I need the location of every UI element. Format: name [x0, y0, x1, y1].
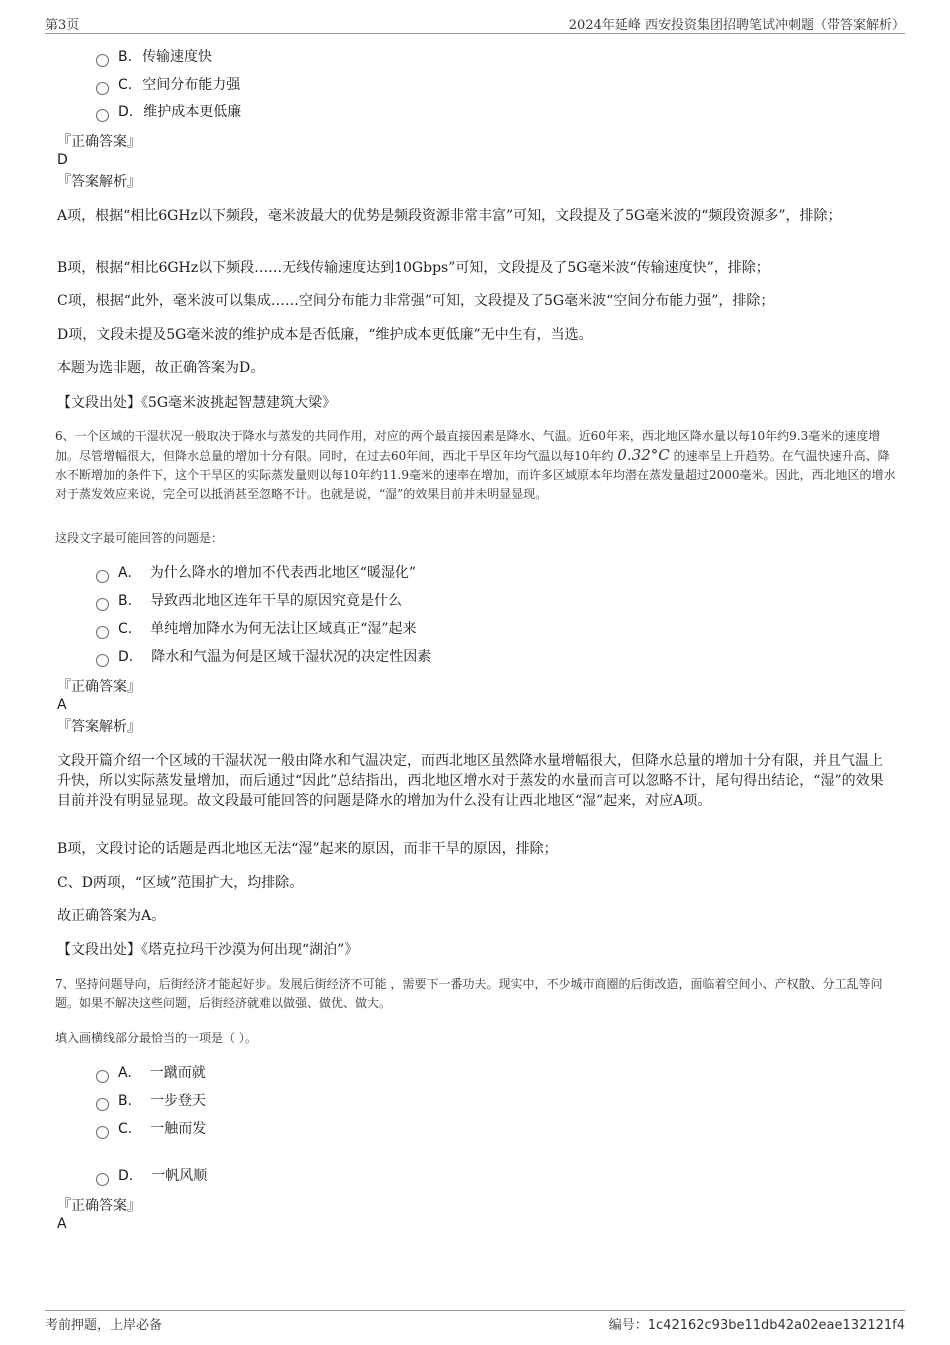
formula: 0.32°C: [617, 446, 670, 464]
q5-analysis-d: D项，文段未提及5G毫米波的维护成本是否低廉，“维护成本更低廉”无中生有，当选。: [57, 327, 593, 343]
page-number: 第3页: [45, 18, 80, 33]
q7-option-d[interactable]: D. 一帆风顺: [96, 1166, 207, 1186]
radio-icon[interactable]: [96, 598, 109, 611]
q6-option-b[interactable]: B. 导致西北地区连年干旱的原因究竟是什么: [96, 591, 402, 611]
q6-answer: A: [57, 697, 67, 713]
q6-answer-label: 『正确答案』: [57, 679, 141, 695]
radio-icon[interactable]: [96, 1126, 109, 1139]
q7-answer: A: [57, 1216, 67, 1232]
q5-analysis-b: B项，根据“相比6GHz以下频段……无线传输速度达到10Gbps”可知，文段提及了5G毫米波“传输速度快”，排除；: [57, 260, 770, 276]
radio-icon[interactable]: [96, 82, 109, 95]
q6-stem: 6、一个区域的干湿状况一般取决于降水与蒸发的共同作用，对应的两个最直接因素是降水、气温。近60年来，西北地区降水量以每10年约9.3毫米的速度增加。尽管增幅很大，但降水总量的增加十分有限。同时，在过去60年间，西北干旱区年均气温以每10年约 0.32°C 的速率呈上升趋势。在气温快速升高、降水不断增加的条件下，这个干旱区的实际蒸发量则以每10年约11.9毫米的速率在增加，而许多区域原本年均潜在蒸发量超过2000毫米。因此，西北地区的增水对于蒸发效应来说，完全可以抵消甚至忽略不计。也就是说，“湿”的效果目前并未明显显现。: [55, 429, 896, 501]
q5-conclusion: 本题为选非题，故正确答案为D。: [57, 360, 265, 376]
q6-analysis-label: 『答案解析』: [57, 719, 141, 735]
q6-conclusion: 故正确答案为A。: [57, 908, 166, 924]
radio-icon[interactable]: [96, 626, 109, 639]
q7-option-b[interactable]: B. 一步登天: [96, 1091, 206, 1111]
radio-icon[interactable]: [96, 1173, 109, 1186]
radio-icon[interactable]: [96, 570, 109, 583]
radio-icon[interactable]: [96, 1098, 109, 1111]
radio-icon[interactable]: [96, 1070, 109, 1083]
q7-answer-label: 『正确答案』: [57, 1198, 141, 1214]
q6-analysis-b: B项，文段讨论的话题是西北地区无法“湿”起来的原因，而非干旱的原因，排除；: [57, 841, 558, 857]
q5-option-d[interactable]: D. 维护成本更低廉: [96, 102, 241, 122]
q5-answer-label: 『正确答案』: [57, 134, 141, 150]
q7-option-c[interactable]: C. 一触而发: [96, 1119, 206, 1139]
footer-slogan: 考前押题，上岸必备: [45, 1318, 163, 1333]
q5-analysis-label: 『答案解析』: [57, 174, 141, 190]
header-divider: [45, 33, 905, 34]
q6-analysis-main: 文段开篇介绍一个区域的干湿状况一般由降水和气温决定，而西北地区虽然降水量增幅很大，但降水总量的增加十分有限，并且气温上升快，所以实际蒸发量增加，而后通过“因此”总结指出，西北地区增水对于蒸发的水量而言可以忽略不计，尾句得出结论，“湿”的效果目前并没有明显显现。故文段最可能回答的问题是降水的增加为什么没有让西北地区“湿”起来，对应A项。: [57, 753, 884, 809]
radio-icon[interactable]: [96, 109, 109, 122]
radio-icon[interactable]: [96, 54, 109, 67]
q5-analysis-a: A项，根据“相比6GHz以下频段，毫米波最大的优势是频段资源非常丰富”可知，文段提及了5G毫米波的“频段资源多”，排除；: [57, 208, 842, 224]
q6-question: 这段文字最可能回答的问题是：: [55, 531, 224, 545]
q5-option-b[interactable]: B. 传输速度快: [96, 47, 212, 67]
q6-source: 【文段出处】《塔克拉玛干沙漠为何出现“湖泊”》: [57, 942, 359, 958]
radio-icon[interactable]: [96, 654, 109, 667]
q7-stem: 7、坚持问题导向，后街经济才能起好步。发展后街经济不可能 ，需要下一番功夫。现实中，不少城市商圈的后街改造，面临着空间小、产权散、分工乱等问题。如果不解决这些问题，后街经济就难以做强、做优、做大。: [55, 977, 883, 1010]
q7-option-a[interactable]: A. 一蹴而就: [96, 1063, 206, 1083]
q5-answer: D: [57, 152, 68, 168]
q6-analysis-cd: C、D两项，“区域”范围扩大，均排除。: [57, 875, 304, 891]
footer-code: 编号：1c42162c93be11db42a02eae132121f4: [608, 1318, 905, 1333]
q6-option-a[interactable]: A. 为什么降水的增加不代表西北地区“暖湿化”: [96, 563, 416, 583]
q5-analysis-c: C项，根据“此外，毫米波可以集成……空间分布能力非常强”可知，文段提及了5G毫米波“空间分布能力强”，排除；: [57, 293, 775, 309]
document-title: 2024年延峰 西安投资集团招聘笔试冲刺题（带答案解析）: [568, 18, 905, 33]
q5-source: 【文段出处】《5G毫米波挑起智慧建筑大梁》: [57, 395, 337, 411]
footer-divider: [45, 1310, 905, 1311]
q7-question: 填入画横线部分最恰当的一项是（ ）。: [55, 1031, 257, 1045]
q5-option-c[interactable]: C. 空间分布能力强: [96, 75, 240, 95]
q6-option-c[interactable]: C. 单纯增加降水为何无法让区域真正“湿”起来: [96, 619, 417, 639]
q6-option-d[interactable]: D. 降水和气温为何是区域干湿状况的决定性因素: [96, 647, 431, 667]
